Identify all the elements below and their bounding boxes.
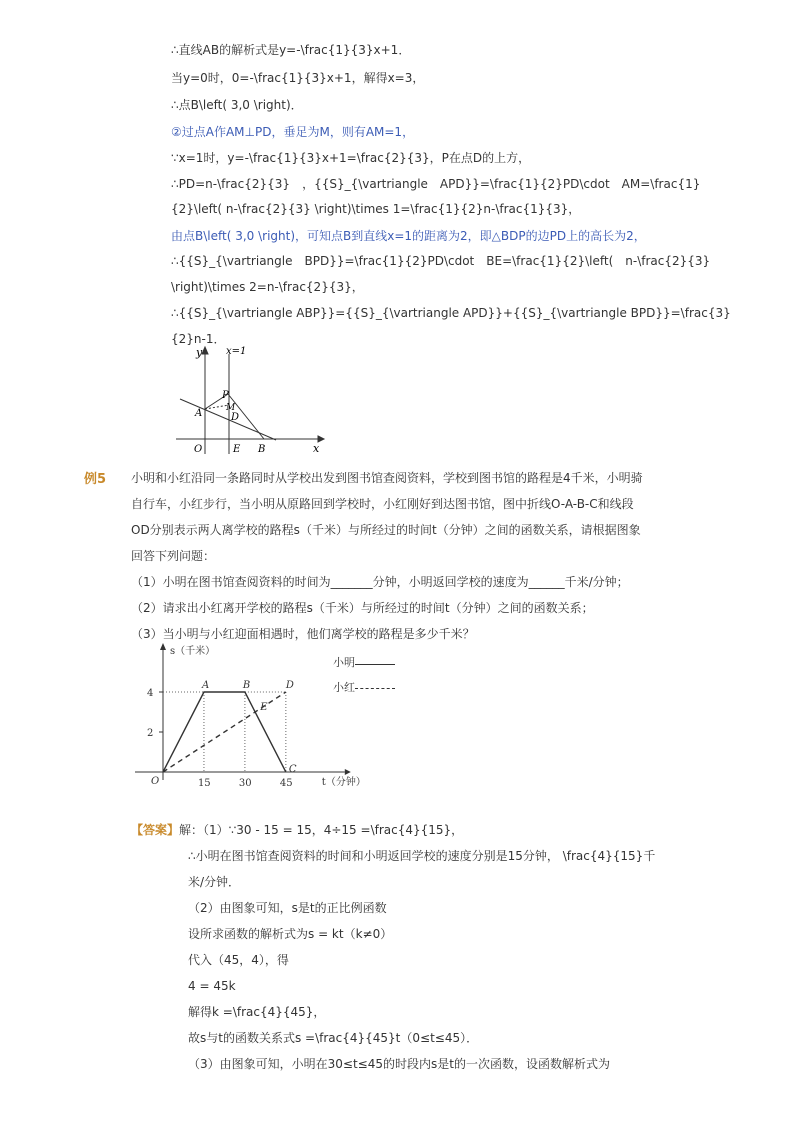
label-x-eq-1: x=1 [226, 346, 247, 357]
point-label-c: C [288, 764, 297, 775]
label-o: O [194, 444, 203, 455]
y-tick-label: 2 [147, 728, 154, 739]
y-axis-arrow [160, 643, 166, 650]
solution-line: ∴{{S}_{\vartriangle BPD}}=\frac{1}{2}PD\cdot BE=\frac{1}{2}\left( n-\frac{2}{3} [171, 254, 711, 268]
question-2: （2）请求出小红离开学校的路程s（千米）与所经过的时间t（分钟）之间的函数关系； [131, 601, 594, 615]
x-axis-label: t（分钟） [321, 777, 366, 788]
legend-xiaoming-line [355, 664, 395, 665]
geometry-figure [168, 342, 328, 457]
solution-line: 由点B\left( 3,0 \right)，可知点B到直线x=1的距离为2，即△BDP的边PD上的高长为2， [171, 229, 646, 243]
solution-line: ∵x=1时，y=-\frac{1}{3}x+1=\frac{2}{3}，P在点D的上方， [171, 151, 531, 165]
question-3: （3）当小明与小红迎面相遇时，他们离学校的路程是多少千米？ [131, 627, 475, 641]
point-label-a: A [201, 680, 210, 691]
y-axis-label: s（千米） [170, 646, 216, 657]
label-y: y [196, 346, 203, 359]
label-x: x [313, 442, 320, 455]
answer-line: 4 = 45k [188, 979, 236, 993]
answer-line: （3）由图象可知，小明在30≤t≤45的时段内s是t的一次函数，设函数解析式为 [188, 1057, 610, 1071]
label-e: E [233, 444, 241, 455]
x-tick-label: 15 [197, 778, 211, 789]
x-axis-arrow [345, 769, 351, 775]
label-m: M [226, 403, 236, 413]
example-label: 例5 [84, 472, 107, 487]
solution-line: ②过点A作AM⊥PD，垂足为M，则有AM=1， [171, 125, 415, 139]
answer-line: 设所求函数的解析式为s = kt（k≠0） [188, 927, 393, 941]
solution-line: ∴点B\left( 3,0 \right)． [171, 98, 303, 112]
problem-line: 小明和小红沿同一条路同时从学校出发到图书馆查阅资料，学校到图书馆的路程是4千米，小明骑 [131, 471, 643, 485]
problem-line: 自行车，小红步行，当小明从原路回到学校时，小红刚好到达图书馆，图中折线O-A-B-C和线段 [131, 497, 634, 511]
legend-xiaohong-label: 小红 [333, 681, 355, 694]
answer-label: 【答案】 [131, 823, 180, 837]
point-label-d: D [285, 680, 294, 691]
point-label-o: O [151, 776, 160, 787]
solution-line: ∴PD=n-\frac{2}{3} ，{{S}_{\vartriangle APD}}=\frac{1}{2}PD\cdot AM=\frac{1} [171, 177, 701, 191]
distance-time-chart [130, 640, 420, 790]
point-label-e: E [260, 702, 268, 713]
answer-line: 代入（45，4），得 [188, 953, 289, 967]
label-b: B [258, 444, 266, 455]
solution-line: \right)\times 2=n-\frac{2}{3}， [171, 280, 364, 294]
y-tick-label: 4 [147, 688, 154, 699]
solution-line: {2}\left( n-\frac{2}{3} \right)\times 1=\frac{1}{2}n-\frac{1}{3}， [171, 202, 581, 216]
label-d: D [231, 412, 240, 423]
x-tick-label: 45 [279, 778, 293, 789]
solution-line: ∴直线AB的解析式是y=-\frac{1}{3}x+1． [171, 43, 411, 57]
answer-line: 解得k =\frac{4}{45}， [188, 1005, 326, 1019]
label-a: A [195, 408, 203, 419]
y-axis-arrow [202, 347, 208, 354]
label-p: P [222, 390, 229, 401]
legend-xiaoming-label: 小明 [333, 656, 355, 669]
answer-line-1 [131, 822, 463, 838]
solution-line: 当y=0时，0=-\frac{1}{3}x+1，解得x=3， [171, 71, 425, 85]
solution-line: ∴{{S}_{\vartriangle ABP}}={{S}_{\vartriangle APD}}+{{S}_{\vartriangle BPD}}=\frac{3} [171, 306, 731, 320]
answer-text: 解：（1）∵30 - 15 = 15，4÷15 =\frac{4}{15}， [179, 823, 464, 837]
answer-line: 故s与t的函数关系式s =\frac{4}{45}t（0≤t≤45）． [188, 1031, 479, 1045]
problem-line: 回答下列问题： [131, 549, 216, 563]
solution-line: {2}n-1． [171, 332, 226, 346]
answer-line: 米/分钟． [188, 875, 241, 889]
problem-line: OD分别表示两人离学校的路程s（千米）与所经过的时间t（分钟）之间的函数关系，请根据图象 [131, 523, 641, 537]
point-label-b: B [242, 680, 251, 691]
answer-line: （2）由图象可知，s是t的正比例函数 [188, 901, 387, 915]
legend-xiaohong-line [355, 688, 395, 689]
question-1: （1）小明在图书馆查阅资料的时间为_______分钟，小明返回学校的速度为______千米/分钟； [131, 575, 629, 589]
answer-line: ∴小明在图书馆查阅资料的时间和小明返回学校的速度分别是15分钟， \frac{4}{15}千 [188, 849, 656, 863]
x-tick-label: 30 [238, 778, 252, 789]
